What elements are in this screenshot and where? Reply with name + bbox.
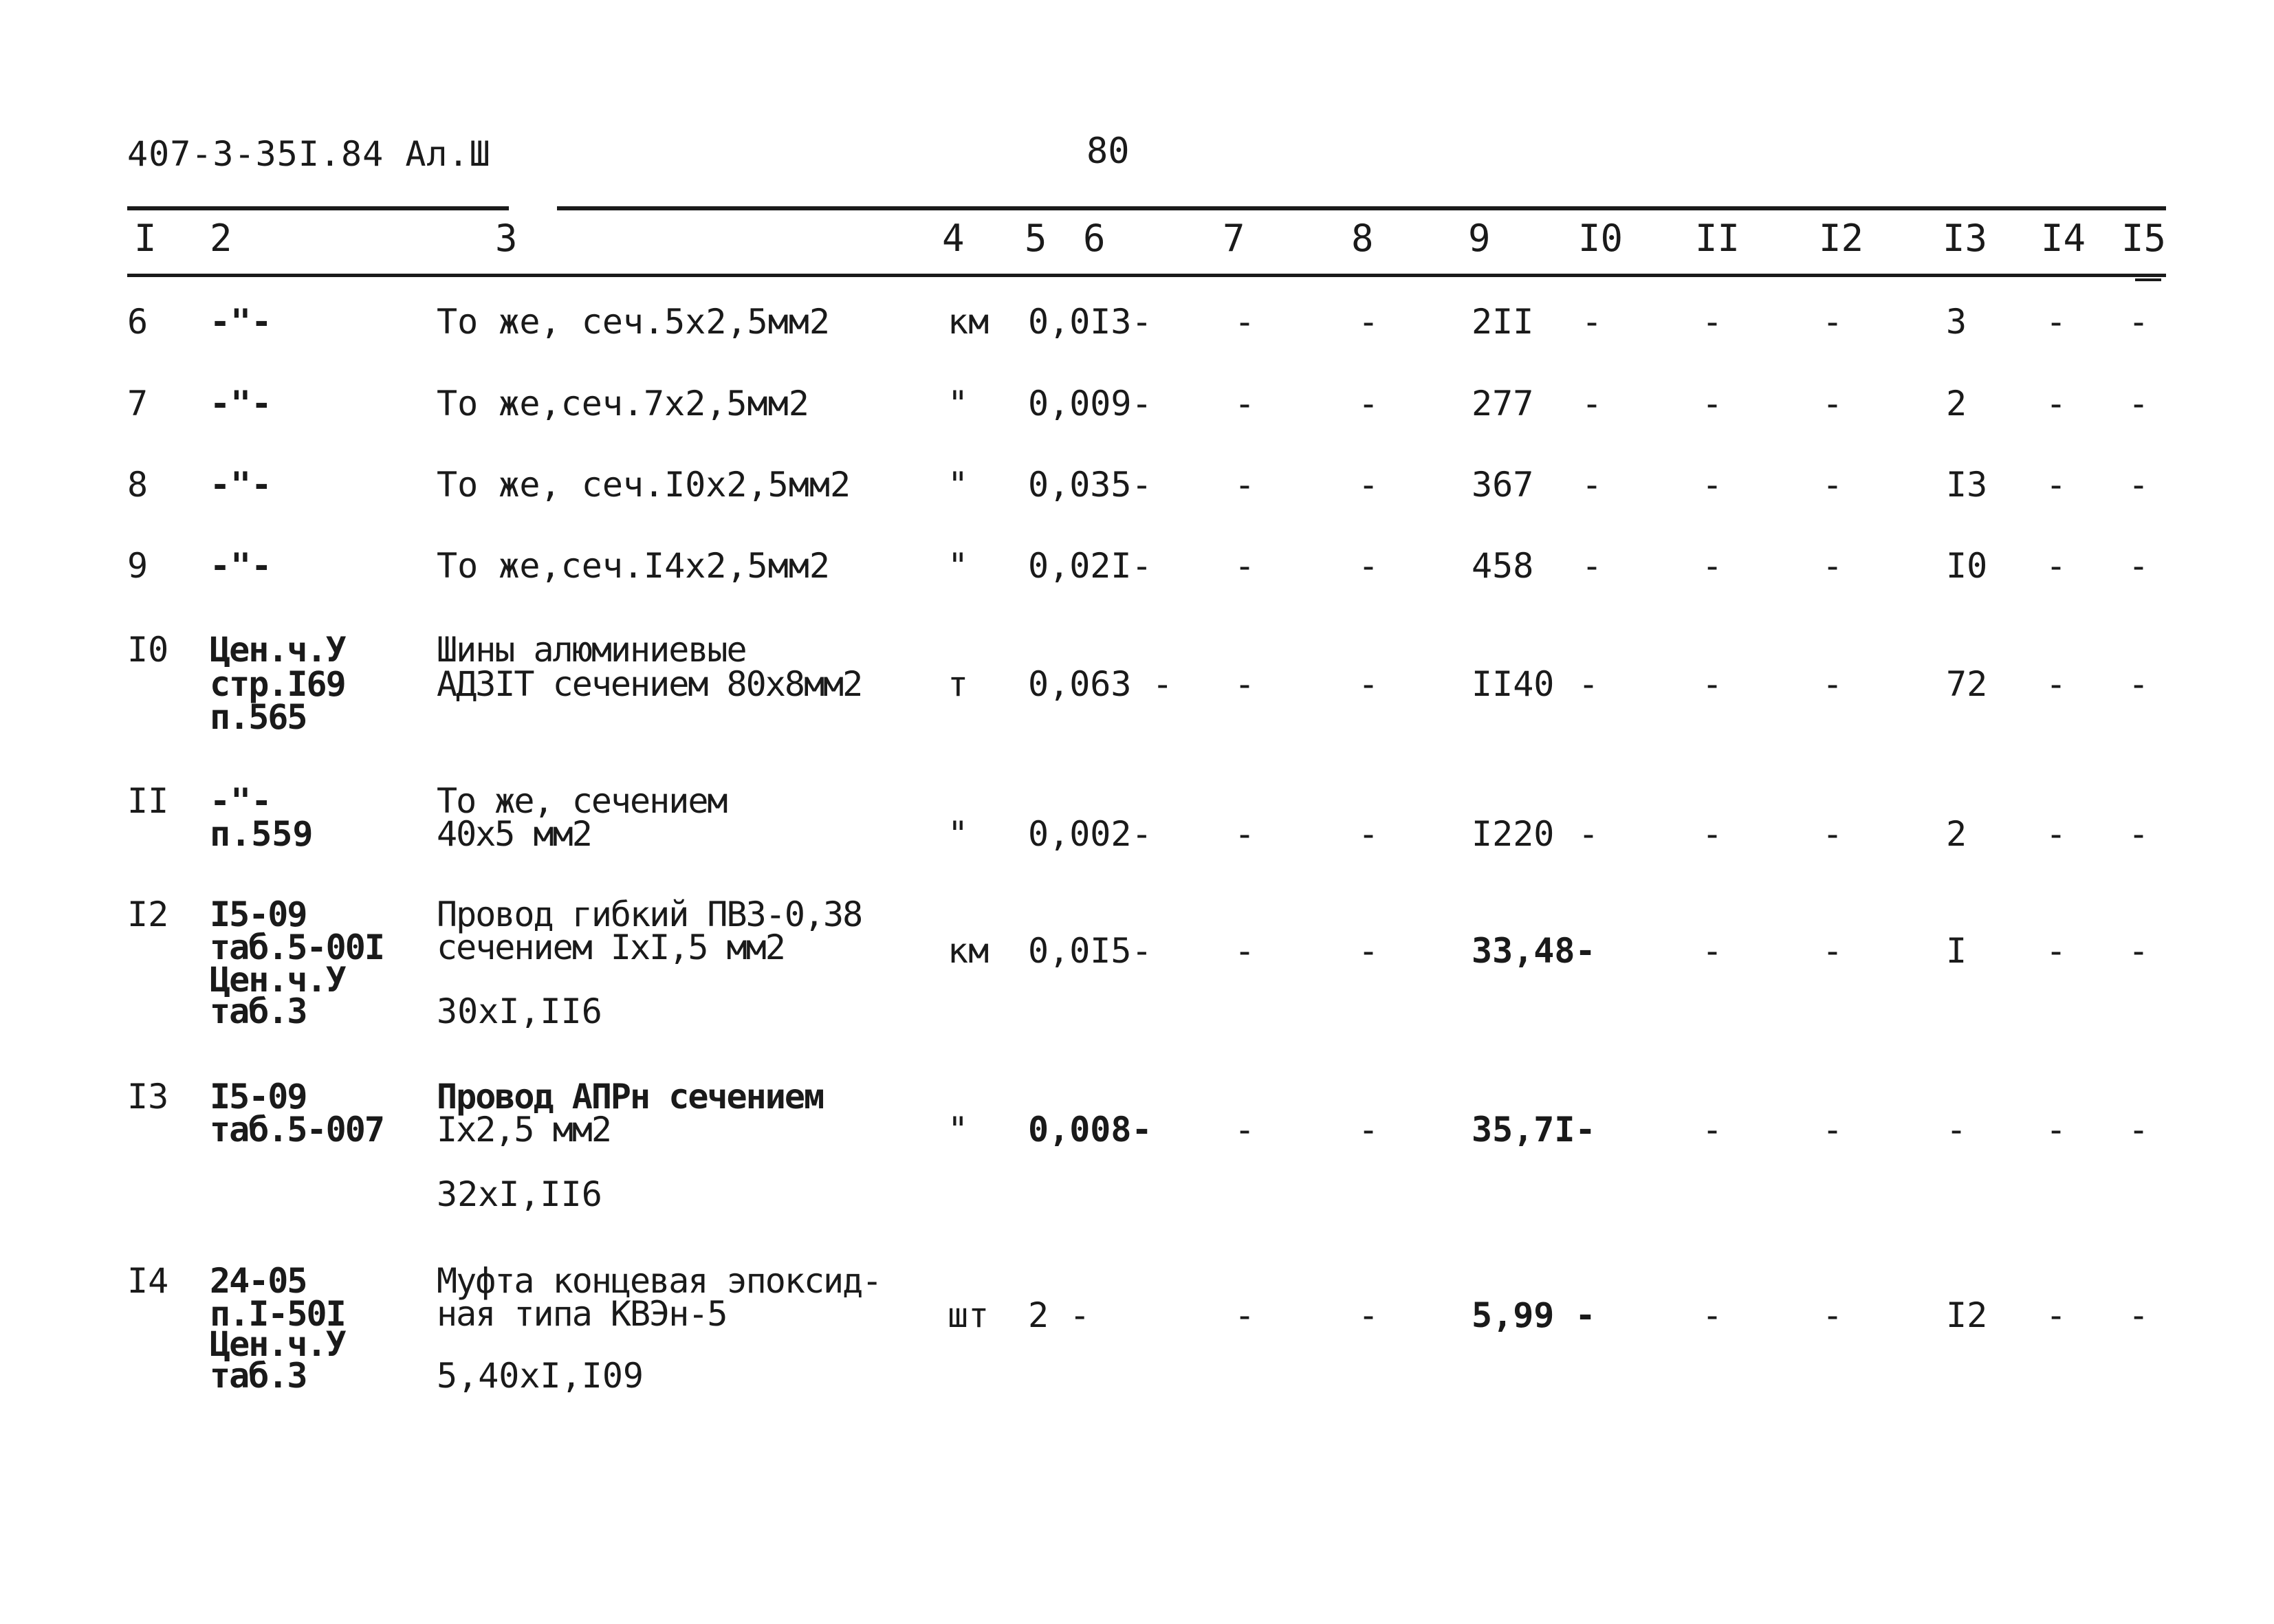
row-10-c14: - [2046,664,2067,704]
row-7-c14: - [2046,384,2067,424]
row-14-c9: 5,99 - [1472,1295,1596,1335]
row-8-ref: -"- [210,465,272,505]
row-6-c9: 2II [1472,302,1534,342]
row-10-c10: - [1578,664,1599,704]
row-7-c9: 277 [1472,384,1534,424]
row-10-c7: - [1234,664,1256,704]
row-9-desc: То же,сеч.I4х2,5мм2 [437,546,830,586]
row-7-c13: 2 [1946,384,1967,424]
row-12-qty: 0,0I5- [1028,931,1152,971]
row-8-c13: I3 [1946,465,1988,505]
row-14-ref-line-3: Цен.ч.У [210,1324,345,1364]
column-header-3: 3 [495,217,518,260]
row-6-desc: То же, сеч.5х2,5мм2 [437,302,830,342]
row-10-c9: II40 [1472,664,1555,704]
row-7-c15: - [2128,384,2150,424]
row-14-c7: - [1234,1295,1256,1335]
row-13-c8: - [1358,1110,1379,1150]
row-13-c15: - [2128,1110,2150,1150]
row-6-c15: - [2128,302,2150,342]
row-7-qty: 0,009- [1028,384,1152,424]
row-12-num: I2 [127,895,169,934]
row-10-desc-line-2: АД3IТ сечением 80х8мм2 [437,664,862,704]
row-7-c12: - [1822,384,1844,424]
row-8-c10: - [1582,465,1603,505]
row-13-qty: 0,008- [1028,1110,1152,1150]
row-10-c13: 72 [1946,664,1988,704]
column-header-rule [127,274,2166,277]
row-14-desc-extra: 5,40хI,I09 [437,1356,644,1396]
row-13-desc-extra: 32хI,II6 [437,1174,602,1214]
row-10-desc-line-1: Шины алюминиевые [437,630,746,670]
row-8-unit: " [948,465,969,505]
row-14-ref-line-1: 24-05 [210,1261,307,1301]
row-9-c13: I0 [1946,546,1988,586]
row-8-c7: - [1234,465,1256,505]
column-header-8: 8 [1351,217,1374,260]
row-9-c14: - [2046,546,2067,586]
row-8-c9: 367 [1472,465,1534,505]
column-header-5: 5 [1025,217,1047,260]
row-13-ref-line-2: таб.5-007 [210,1110,384,1150]
row-9-c11: - [1702,546,1723,586]
row-8-c12: - [1822,465,1844,505]
row-11-desc-line-1: То же, сечением [437,781,727,821]
row-6-c13: 3 [1946,302,1967,342]
row-11-c10: - [1578,814,1599,854]
row-10-c8: - [1358,664,1379,704]
row-14-desc-line-1: Муфта концевая эпоксид- [437,1261,882,1301]
row-10-unit: т [948,664,969,704]
column-header-14: I4 [2041,217,2086,260]
row-7-c10: - [1582,384,1603,424]
row-11-desc-line-2: 40х5 мм2 [437,814,591,854]
header-rule-left [127,206,509,210]
row-6-c11: - [1702,302,1723,342]
row-8-c14: - [2046,465,2067,505]
row-14-unit: шт [948,1295,990,1335]
column-header-15: I5 [2121,217,2167,260]
row-11-c8: - [1358,814,1379,854]
row-11-c13: 2 [1946,814,1967,854]
row-14-c13: I2 [1946,1295,1988,1335]
row-13-desc-line-1: Провод АПРн сечением [437,1077,824,1117]
column-header-2: 2 [210,217,232,260]
row-6-c10: - [1582,302,1603,342]
column-header-6: 6 [1083,217,1106,260]
row-11-c15: - [2128,814,2150,854]
row-13-ref-line-1: I5-09 [210,1077,307,1117]
column-header-9: 9 [1468,217,1491,260]
row-12-desc-extra: 30хI,II6 [437,991,602,1031]
row-13-c12: - [1822,1110,1844,1150]
row-12-ref-line-3: Цен.ч.У [210,960,345,1000]
row-7-c7: - [1234,384,1256,424]
row-12-c15: - [2128,931,2150,971]
document-code: 407-3-35I.84 Ал.Ш [127,134,491,174]
row-10-ref-line-3: п.565 [210,697,307,737]
row-13-c7: - [1234,1110,1256,1150]
column-header-10: I0 [1578,217,1623,260]
row-14-c8: - [1358,1295,1379,1335]
row-6-c14: - [2046,302,2067,342]
row-7-num: 7 [127,384,149,424]
row-11-c14: - [2046,814,2067,854]
row-6-num: 6 [127,302,149,342]
row-12-c13: I [1946,931,1967,971]
row-14-desc-line-2: ная типа КВЭн-5 [437,1294,727,1334]
row-14-num: I4 [127,1261,169,1301]
row-14-c12: - [1822,1295,1844,1335]
row-7-c8: - [1358,384,1379,424]
row-12-c7: - [1234,931,1256,971]
row-13-c9: 35,7I- [1472,1110,1596,1150]
row-9-c12: - [1822,546,1844,586]
row-11-c7: - [1234,814,1256,854]
row-6-ref: -"- [210,302,272,342]
row-13-num: I3 [127,1077,169,1117]
row-11-unit: " [948,814,969,854]
row-14-c11: - [1702,1295,1723,1335]
row-7-c11: - [1702,384,1723,424]
row-10-c11: - [1702,664,1723,704]
row-10-c12: - [1822,664,1844,704]
row-14-c15: - [2128,1295,2150,1335]
column-header-7: 7 [1223,217,1245,260]
row-14-ref-line-2: п.I-50I [210,1294,345,1334]
row-9-qty: 0,02I- [1028,546,1152,586]
row-8-c15: - [2128,465,2150,505]
row-10-c15: - [2128,664,2150,704]
row-6-c12: - [1822,302,1844,342]
row-8-qty: 0,035- [1028,465,1152,505]
row-12-desc-line-2: сечением IхI,5 мм2 [437,928,785,967]
row-6-qty: 0,0I3- [1028,302,1152,342]
column-header-tick [2135,278,2161,281]
column-header-13: I3 [1943,217,1988,260]
row-12-c8: - [1358,931,1379,971]
row-9-num: 9 [127,546,149,586]
row-10-ref-line-2: стр.I69 [210,664,345,704]
row-11-qty: 0,002- [1028,814,1152,854]
row-6-c8: - [1358,302,1379,342]
row-9-c8: - [1358,546,1379,586]
row-10-qty: 0,063 - [1028,664,1173,704]
row-7-desc: То же,сеч.7х2,5мм2 [437,384,809,424]
row-7-unit: " [948,384,969,424]
row-14-c14: - [2046,1295,2067,1335]
row-8-c8: - [1358,465,1379,505]
row-11-c9: I220 [1472,814,1555,854]
row-9-c7: - [1234,546,1256,586]
row-12-c14: - [2046,931,2067,971]
row-12-desc-line-1: Провод гибкий ПВЗ-0,38 [437,895,862,934]
header-rule-right [557,206,2166,210]
row-13-desc-line-2: Iх2,5 мм2 [437,1110,611,1150]
row-8-desc: То же, сеч.I0х2,5мм2 [437,465,851,505]
column-header-11: II [1695,217,1740,260]
row-12-ref-line-2: таб.5-00I [210,928,384,967]
row-14-qty: 2 - [1028,1295,1091,1335]
row-13-c14: - [2046,1110,2067,1150]
row-11-num: II [127,781,169,821]
row-14-ref-line-4: таб.3 [210,1356,307,1396]
row-12-c9: 33,48- [1472,931,1596,971]
row-13-c11: - [1702,1110,1723,1150]
page-number: 80 [1086,131,1130,172]
column-header-1: I [134,217,157,260]
row-10-ref-line-1: Цен.ч.У [210,630,345,670]
row-8-num: 8 [127,465,149,505]
row-6-unit: км [948,302,990,342]
row-12-ref-line-1: I5-09 [210,895,307,934]
row-11-ref-line-1: -"- [210,781,272,821]
row-6-c7: - [1234,302,1256,342]
row-9-c10: - [1582,546,1603,586]
row-11-c11: - [1702,814,1723,854]
row-7-ref: -"- [210,384,272,424]
column-header-12: I2 [1819,217,1864,260]
row-9-unit: " [948,546,969,586]
row-10-num: I0 [127,630,169,670]
row-13-c13: - [1946,1110,1967,1150]
column-header-4: 4 [942,217,965,260]
row-8-c11: - [1702,465,1723,505]
row-9-c9: 458 [1472,546,1534,586]
row-12-unit: км [948,931,990,971]
row-12-c11: - [1702,931,1723,971]
row-9-ref: -"- [210,546,272,586]
row-12-ref-line-4: таб.3 [210,991,307,1031]
row-12-c12: - [1822,931,1844,971]
row-11-c12: - [1822,814,1844,854]
row-9-c15: - [2128,546,2150,586]
row-13-unit: " [948,1110,969,1150]
row-11-ref-line-2: п.559 [210,814,314,854]
